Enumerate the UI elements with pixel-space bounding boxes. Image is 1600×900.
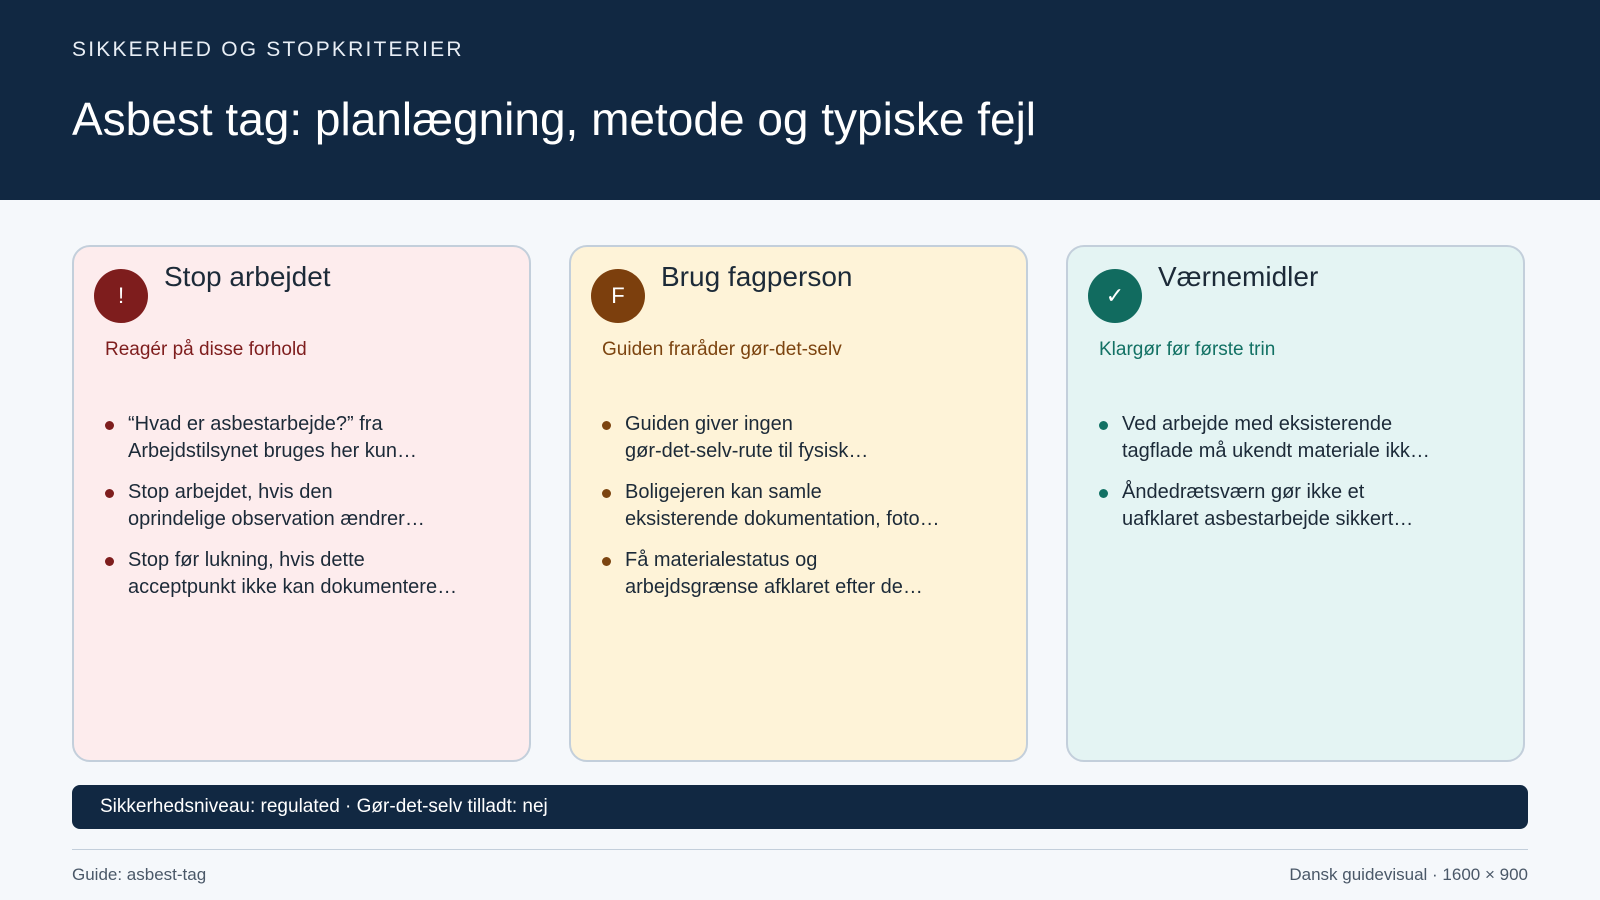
bullet-line: Få materialestatus og (625, 549, 818, 571)
bullet-item (1099, 411, 1503, 465)
bullet-line: gør-det-selv-rute til fysisk… (625, 440, 869, 462)
bullet-line: tagflade må ukendt materiale ikk… (1122, 440, 1430, 462)
bullet-line: “Hvad er asbestarbejde?” fra (128, 413, 383, 435)
bullet-item (105, 479, 509, 533)
eyebrow: SIKKERHED OG STOPKRITERIER (72, 38, 464, 61)
bullet-list (105, 411, 509, 615)
bullet-list (1099, 411, 1503, 547)
card-subtitle: Guiden fraråder gør-det-selv (602, 339, 842, 360)
bullet-dot-icon (1099, 421, 1108, 430)
header (0, 0, 1600, 200)
bullet-line: eksisterende dokumentation, foto… (625, 508, 940, 530)
bullet-dot-icon (1099, 489, 1108, 498)
letter-f-icon: F (591, 269, 645, 323)
page-title: Asbest tag: planlægning, metode og typiske fejl (72, 93, 1037, 145)
card-subtitle: Klargør før første trin (1099, 339, 1276, 360)
card-use-professional (569, 245, 1028, 762)
status-bar (72, 785, 1528, 829)
bullet-line: Åndedrætsværn gør ikke et (1122, 481, 1365, 503)
bullet-line: Ved arbejde med eksisterende (1122, 413, 1393, 435)
bullet-item (602, 479, 1006, 533)
divider (72, 849, 1528, 850)
bullet-line: Stop arbejdet, hvis den (128, 481, 333, 503)
bullet-line: acceptpunkt ikke kan dokumentere… (128, 576, 458, 598)
bullet-dot-icon (602, 557, 611, 566)
bullet-item (105, 411, 509, 465)
card-title: Værnemidler (1158, 261, 1319, 292)
footer-guide-label: Guide: asbest-tag (72, 865, 207, 884)
bullet-dot-icon (105, 421, 114, 430)
bullet-dot-icon (105, 557, 114, 566)
bullet-dot-icon (602, 489, 611, 498)
bullet-item (1099, 479, 1503, 533)
bullet-line: uafklaret asbestarbejde sikkert… (1122, 508, 1414, 530)
bullet-list (602, 411, 1006, 615)
card-title: Stop arbejdet (164, 261, 331, 292)
footer-meta-label: Dansk guidevisual · 1600 × 900 (1289, 865, 1528, 884)
bullet-line: arbejdsgrænse afklaret efter de… (625, 576, 923, 598)
bullet-line: Arbejdstilsynet bruges her kun… (128, 440, 418, 462)
card-subtitle: Reagér på disse forhold (105, 339, 307, 360)
card-stop-work (72, 245, 531, 762)
bullet-dot-icon (602, 421, 611, 430)
bullet-item (105, 547, 509, 601)
card-title: Brug fagperson (661, 261, 853, 292)
bullet-dot-icon (105, 489, 114, 498)
bullet-line: oprindelige observation ændrer… (128, 508, 425, 530)
bullet-item (602, 547, 1006, 601)
card-grid (72, 245, 1525, 762)
checkmark-icon: ✓ (1088, 269, 1142, 323)
exclamation-icon: ! (94, 269, 148, 323)
bullet-line: Stop før lukning, hvis dette (128, 549, 365, 571)
bullet-line: Guiden giver ingen (625, 413, 793, 435)
status-text: Sikkerhedsniveau: regulated · Gør-det-selv tilladt: nej (100, 796, 548, 817)
card-protective-equipment (1066, 245, 1525, 762)
bullet-line: Boligejeren kan samle (625, 481, 822, 503)
bullet-item (602, 411, 1006, 465)
